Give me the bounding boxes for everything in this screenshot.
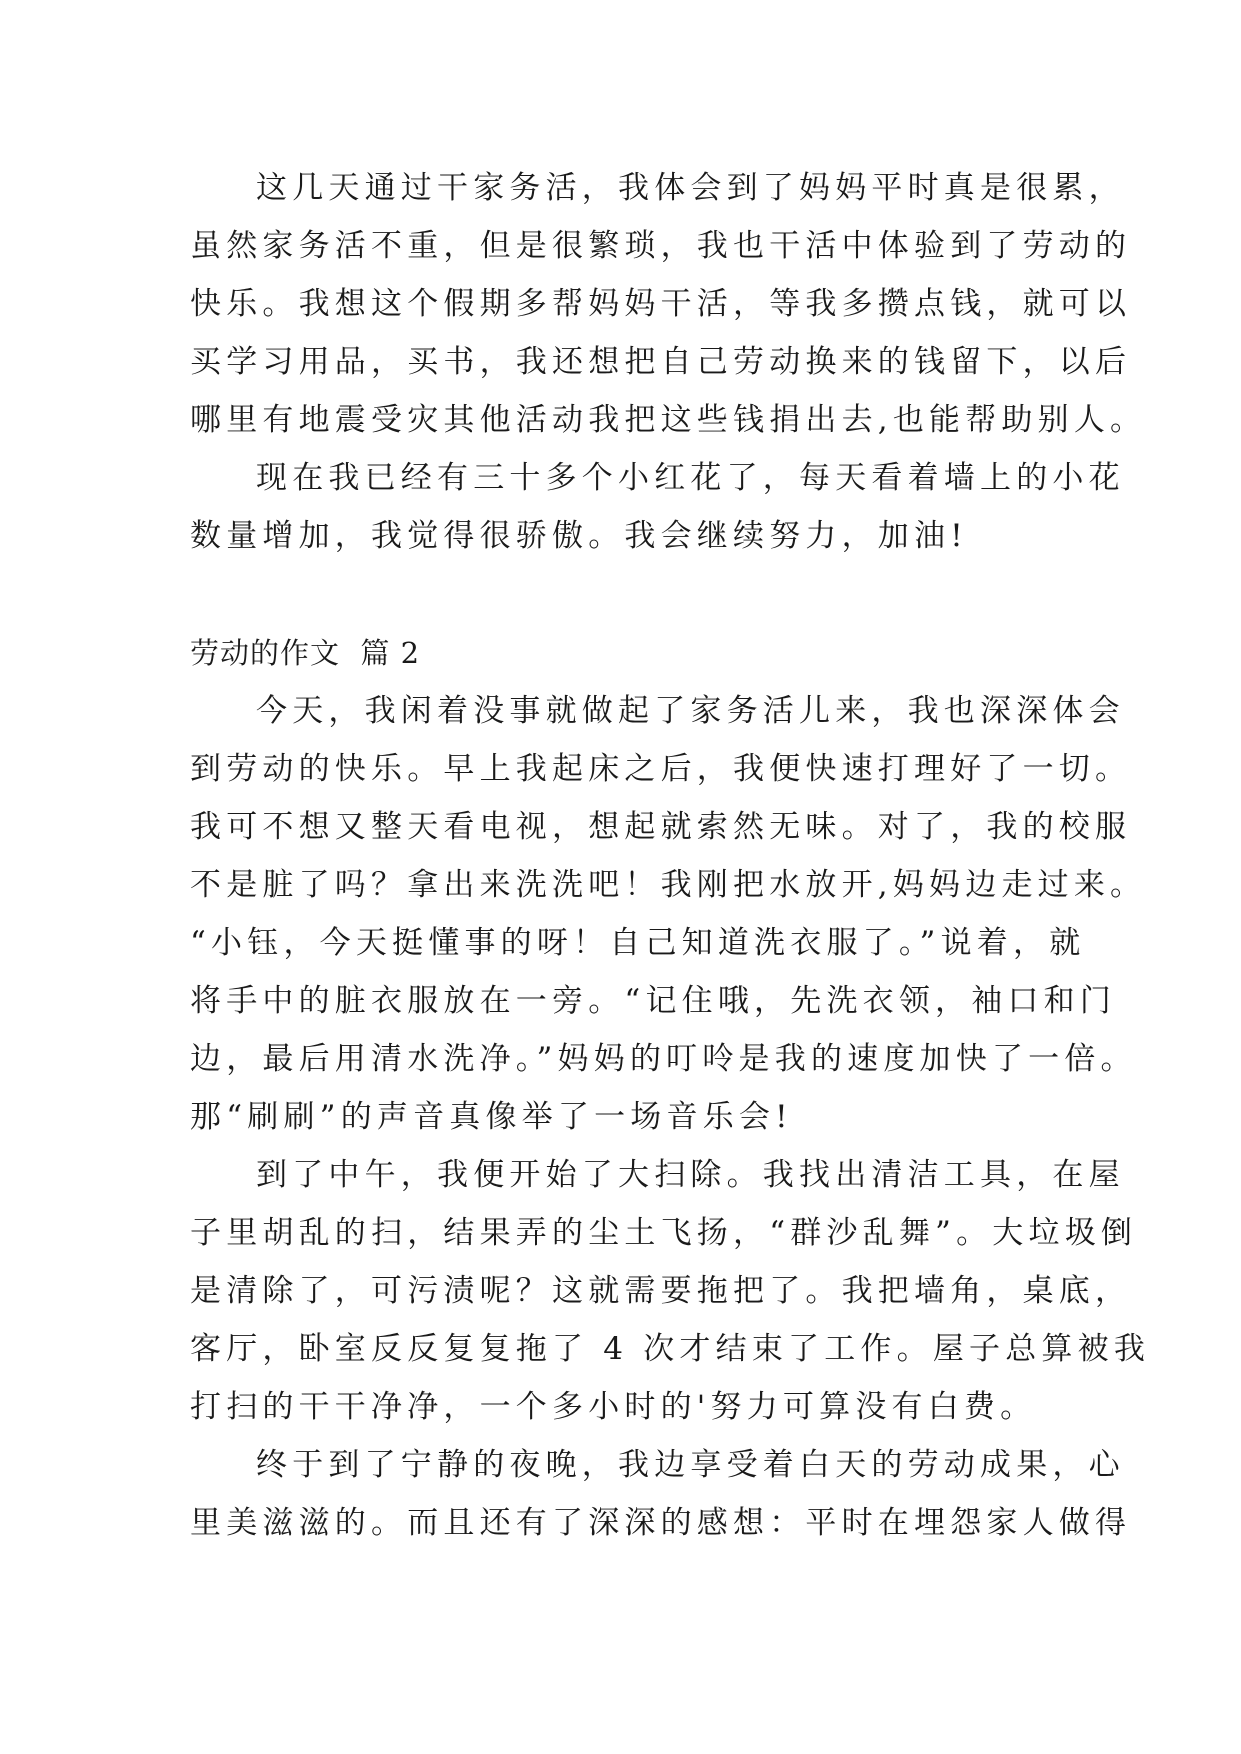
paragraph-line: 将手中的脏衣服放在一旁。“记住哦，先洗衣领，袖口和门: [190, 983, 1117, 1019]
paragraph-line: 打扫的干干净净，一个多小时的'努力可算没有白费。: [190, 1389, 1037, 1425]
paragraph-line: 里美滋滋的。而且还有了深深的感想：平时在埋怨家人做得: [190, 1505, 1132, 1541]
paragraph-line: 这几天通过干家务活，我体会到了妈妈平时真是很累，: [256, 170, 1125, 206]
paragraph-line: 到劳动的快乐。早上我起床之后，我便快速打理好了一切。: [190, 751, 1132, 787]
paragraph-line: 边，最后用清水洗净。”妈妈的叮呤是我的速度加快了一倍。: [190, 1041, 1137, 1077]
paragraph-line: “小钰，今天挺懂事的呀！自己知道洗衣服了。”说着，就: [190, 925, 1086, 961]
paragraph-line: 到了中午，我便开始了大扫除。我找出清洁工具，在屋: [256, 1157, 1125, 1193]
paragraph-line: 是清除了，可污渍呢？这就需要拖把了。我把墙角，桌底，: [190, 1273, 1132, 1309]
paragraph-line: 买学习用品，买书，我还想把自己劳动换来的钱留下，以后: [190, 344, 1132, 380]
paragraph-line: 哪里有地震受灾其他活动我把这些钱捐出去,也能帮助别人。: [190, 402, 1147, 438]
paragraph-line: 数量增加，我觉得很骄傲。我会继续努力，加油!: [190, 518, 968, 554]
section-heading: 劳动的作文 篇 2: [190, 636, 421, 670]
paragraph-line: 不是脏了吗？拿出来洗洗吧！我刚把水放开,妈妈边走过来。: [190, 867, 1147, 903]
paragraph-line: 子里胡乱的扫，结果弄的尘土飞扬，“群沙乱舞”。大垃圾倒: [190, 1215, 1138, 1251]
paragraph-line: 快乐。我想这个假期多帮妈妈干活，等我多攒点钱，就可以: [190, 286, 1132, 322]
paragraph-line: 虽然家务活不重，但是很繁琐，我也干活中体验到了劳动的: [190, 228, 1132, 264]
paragraph-line: 那“刷刷”的声音真像举了一场音乐会!: [190, 1099, 793, 1135]
paragraph-line: 现在我已经有三十多个小红花了，每天看着墙上的小花: [256, 460, 1125, 496]
paragraph-line: 今天，我闲着没事就做起了家务活儿来，我也深深体会: [256, 693, 1125, 729]
paragraph-line: 终于到了宁静的夜晚，我边享受着白天的劳动成果，心: [256, 1447, 1125, 1483]
paragraph-line: 我可不想又整天看电视，想起就索然无味。对了，我的校服: [190, 809, 1132, 845]
paragraph-line: 客厅，卧室反反复复拖了 4 次才结束了工作。屋子总算被我: [190, 1331, 1151, 1367]
